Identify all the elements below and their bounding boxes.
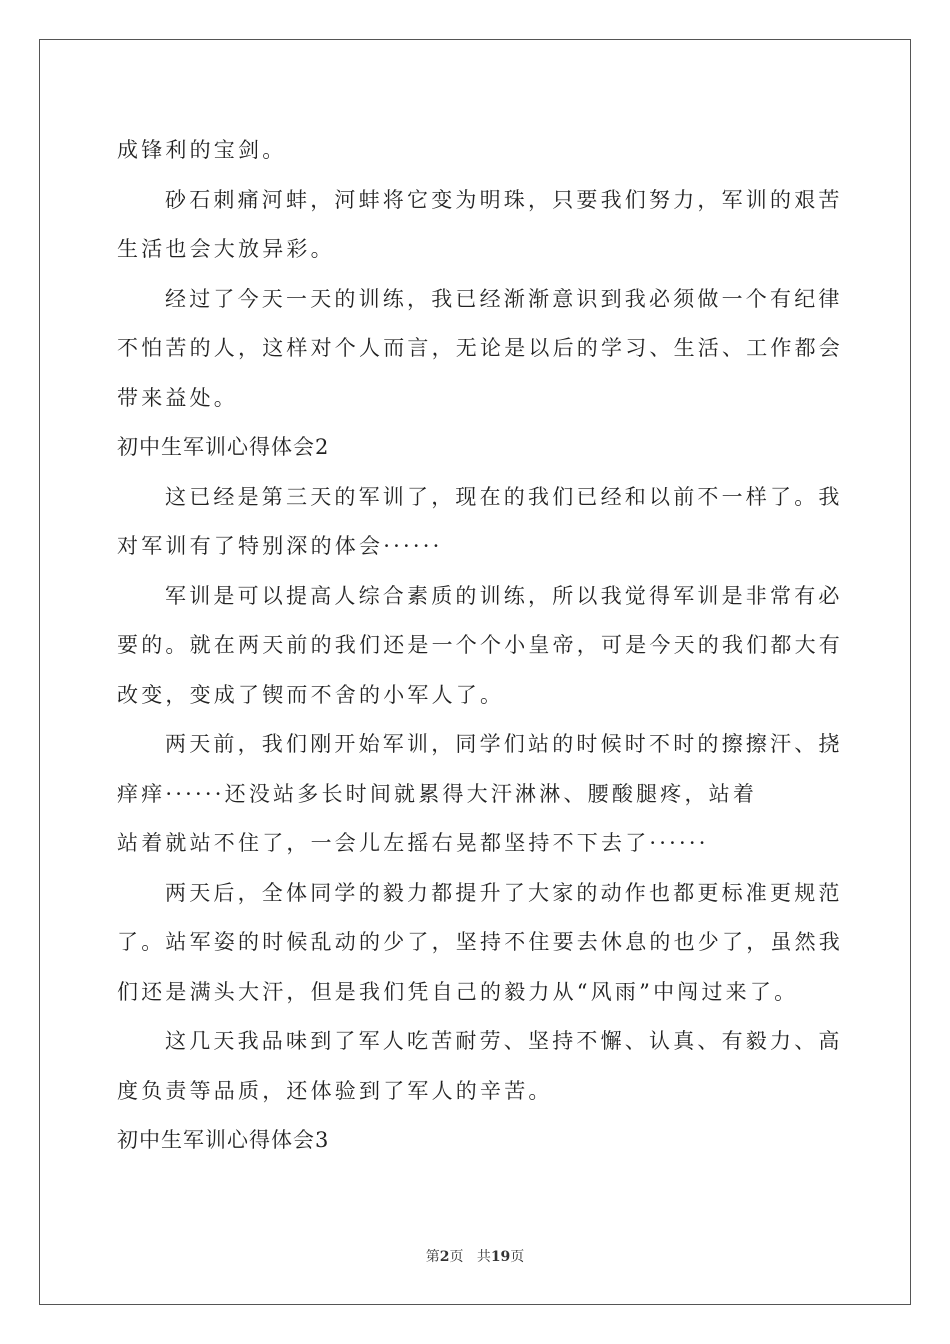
paragraph-line: 经过了今天一天的训练，我已经渐渐意识到我必须做一个有纪律 — [165, 286, 843, 311]
paragraph-line: 带来益处。 — [117, 385, 238, 410]
paragraph-line: 不怕苦的人，这样对个人而言，无论是以后的学习、生活、工作都会 — [117, 336, 843, 360]
paragraph-line: 们还是满头大汗，但是我们凭自己的毅力从“风雨”中闯过来了。 — [117, 979, 799, 1004]
paragraph-line: 站着就站不住了，一会儿左摇右晃都坚持不下去了······ — [117, 831, 709, 855]
footer-page-suffix: 页 — [449, 1249, 464, 1265]
paragraph-line: 砂石刺痛河蚌，河蚌将它变为明珠，只要我们努力，军训的艰苦 — [165, 187, 843, 212]
paragraph-line: 了。站军姿的时候乱动的少了，坚持不住要去休息的也少了，虽然我 — [117, 930, 843, 954]
paragraph-line: 改变，变成了锲而不舍的小军人了。 — [117, 682, 505, 707]
footer-total-pages: 19 — [490, 1249, 511, 1265]
paragraph-line: 对军训有了特别深的体会······ — [117, 534, 443, 558]
footer-page-number: 2 — [439, 1249, 450, 1265]
paragraph-line: 两天前，我们刚开始军训，同学们站的时候时不时的擦擦汗、挠 — [165, 732, 843, 756]
document-body — [117, 126, 843, 1166]
paragraph-line: 两天后，全体同学的毅力都提升了大家的动作也都更标准更规范 — [165, 880, 843, 905]
footer-page-prefix: 第 — [425, 1249, 440, 1265]
paragraph-line: 要的。就在两天前的我们还是一个个小皇帝，可是今天的我们都大有 — [117, 633, 843, 657]
page-footer — [0, 1246, 950, 1266]
section-heading: 初中生军训心得体会2 — [117, 435, 330, 459]
paragraph-line: 这已经是第三天的军训了，现在的我们已经和以前不一样了。我 — [165, 484, 843, 509]
paragraph-line: 痒痒······还没站多长时间就累得大汗淋淋、腰酸腿疼，站着 — [117, 781, 758, 806]
section-heading: 初中生军训心得体会3 — [117, 1128, 330, 1152]
footer-total-prefix: 共 — [476, 1249, 491, 1265]
paragraph-line: 这几天我品味到了军人吃苦耐劳、坚持不懈、认真、有毅力、高 — [165, 1029, 843, 1053]
paragraph-line: 度负责等品质，还体验到了军人的辛苦。 — [117, 1078, 553, 1103]
paragraph-line: 成锋利的宝剑。 — [117, 138, 287, 162]
paragraph-line: 军训是可以提高人综合素质的训练，所以我觉得军训是非常有必 — [165, 583, 843, 608]
footer-total-suffix: 页 — [510, 1249, 525, 1265]
paragraph-line: 生活也会大放异彩。 — [117, 237, 335, 261]
